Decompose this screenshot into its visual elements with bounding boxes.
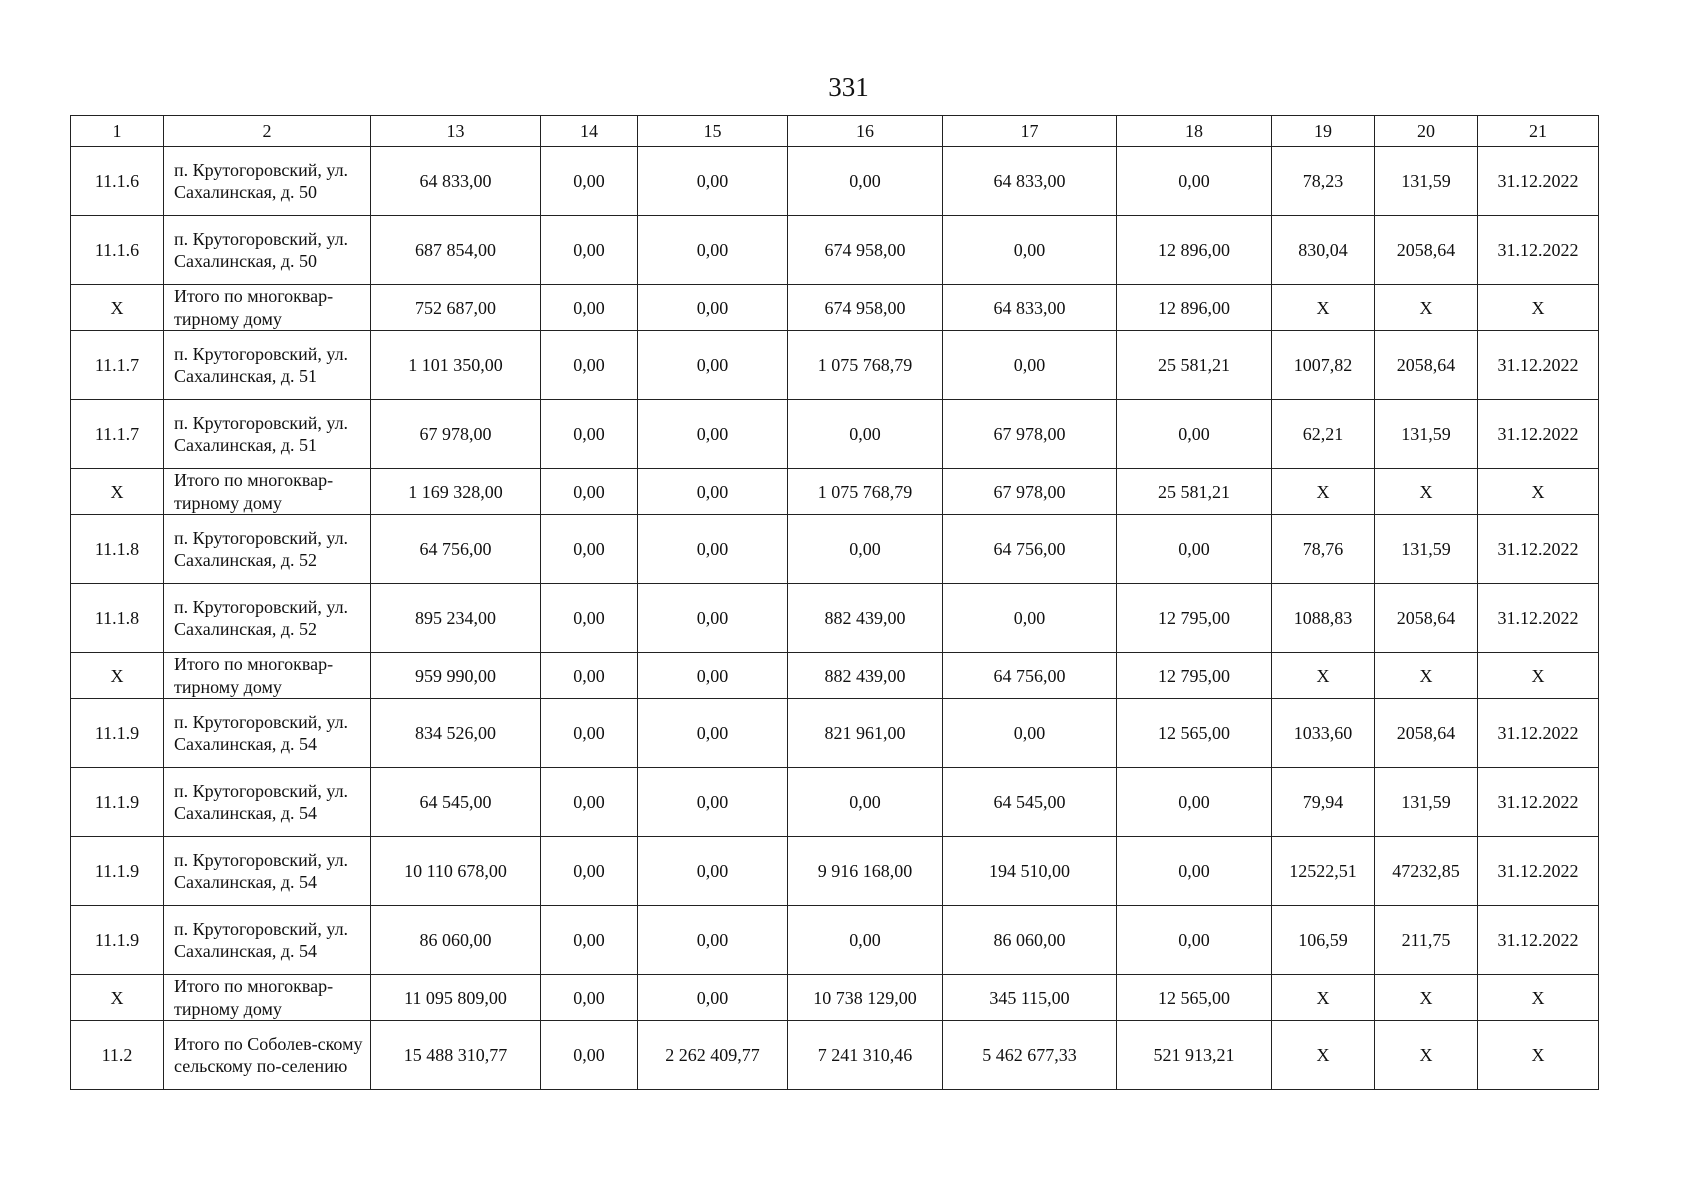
cell-col-16: 10 738 129,00 [788,975,943,1021]
cell-col-17: 0,00 [943,699,1117,768]
cell-col-18: 12 565,00 [1117,975,1272,1021]
page-number: 331 [828,72,869,102]
cell-col-17: 0,00 [943,331,1117,400]
table-row [71,515,1599,584]
cell-address: Итого по Соболев-скому сельскому по-селению [164,1021,371,1090]
column-header-1: 1 [71,116,164,147]
cell-col-13: 959 990,00 [371,653,541,699]
cell-col-15: 0,00 [638,837,788,906]
cell-col-21: X [1478,469,1599,515]
cell-col-20: 131,59 [1375,515,1478,584]
cell-row-number: 11.1.6 [71,216,164,285]
cell-col-16: 674 958,00 [788,216,943,285]
cell-col-19: 830,04 [1272,216,1375,285]
cell-col-17: 64 833,00 [943,147,1117,216]
cell-col-17: 67 978,00 [943,400,1117,469]
cell-col-15: 0,00 [638,584,788,653]
cell-col-19: 1007,82 [1272,331,1375,400]
table-header [71,116,1599,147]
cell-col-20: 2058,64 [1375,331,1478,400]
cell-col-18: 12 795,00 [1117,584,1272,653]
cell-col-19: 106,59 [1272,906,1375,975]
cell-col-16: 821 961,00 [788,699,943,768]
cell-col-14: 0,00 [541,400,638,469]
cell-row-number: 11.1.7 [71,331,164,400]
cell-col-14: 0,00 [541,1021,638,1090]
cell-address: п. Крутогоровский, ул. Сахалинская, д. 54 [164,837,371,906]
cell-col-19: X [1272,653,1375,699]
cell-col-15: 0,00 [638,216,788,285]
column-header-19: 19 [1272,116,1375,147]
cell-col-17: 0,00 [943,216,1117,285]
cell-col-19: 79,94 [1272,768,1375,837]
cell-col-16: 9 916 168,00 [788,837,943,906]
table-body [71,147,1599,1090]
cell-col-21: 31.12.2022 [1478,147,1599,216]
cell-col-20: 131,59 [1375,768,1478,837]
cell-col-13: 86 060,00 [371,906,541,975]
column-header-20: 20 [1375,116,1478,147]
column-header-17: 17 [943,116,1117,147]
cell-row-number: 11.2 [71,1021,164,1090]
cell-col-14: 0,00 [541,469,638,515]
table-row [71,285,1599,331]
cell-col-21: X [1478,285,1599,331]
cell-col-13: 752 687,00 [371,285,541,331]
cell-col-13: 64 756,00 [371,515,541,584]
cell-col-20: 131,59 [1375,147,1478,216]
cell-row-number: 11.1.7 [71,400,164,469]
cell-col-21: 31.12.2022 [1478,837,1599,906]
column-header-21: 21 [1478,116,1599,147]
cell-col-15: 0,00 [638,906,788,975]
cell-col-14: 0,00 [541,285,638,331]
cell-col-17: 64 833,00 [943,285,1117,331]
cell-col-16: 7 241 310,46 [788,1021,943,1090]
cell-col-20: 2058,64 [1375,699,1478,768]
cell-col-17: 64 756,00 [943,653,1117,699]
cell-col-13: 687 854,00 [371,216,541,285]
cell-col-20: X [1375,285,1478,331]
cell-col-19: X [1272,285,1375,331]
table-row [71,331,1599,400]
cell-col-14: 0,00 [541,906,638,975]
cell-address: п. Крутогоровский, ул. Сахалинская, д. 54 [164,768,371,837]
column-header-2: 2 [164,116,371,147]
cell-col-13: 1 101 350,00 [371,331,541,400]
cell-col-19: X [1272,975,1375,1021]
cell-col-13: 15 488 310,77 [371,1021,541,1090]
cell-col-13: 895 234,00 [371,584,541,653]
cell-col-16: 0,00 [788,147,943,216]
cell-col-19: 12522,51 [1272,837,1375,906]
cell-col-15: 2 262 409,77 [638,1021,788,1090]
cell-col-21: 31.12.2022 [1478,400,1599,469]
cell-col-15: 0,00 [638,331,788,400]
cell-col-15: 0,00 [638,285,788,331]
column-header-18: 18 [1117,116,1272,147]
cell-col-21: 31.12.2022 [1478,515,1599,584]
cell-row-number: 11.1.6 [71,147,164,216]
cell-address: п. Крутогоровский, ул. Сахалинская, д. 52 [164,584,371,653]
column-header-14: 14 [541,116,638,147]
table-row [71,975,1599,1021]
table-row [71,584,1599,653]
cell-address: п. Крутогоровский, ул. Сахалинская, д. 54 [164,906,371,975]
cell-col-16: 882 439,00 [788,653,943,699]
header-row [71,116,1599,147]
cell-col-18: 12 795,00 [1117,653,1272,699]
cell-col-15: 0,00 [638,400,788,469]
cell-col-18: 0,00 [1117,400,1272,469]
cell-col-13: 67 978,00 [371,400,541,469]
table-row [71,699,1599,768]
cell-col-14: 0,00 [541,147,638,216]
cell-address: Итого по многоквар-тирному дому [164,469,371,515]
table-row [71,653,1599,699]
cell-col-18: 12 565,00 [1117,699,1272,768]
table-row [71,1021,1599,1090]
cell-col-13: 11 095 809,00 [371,975,541,1021]
cell-row-number: 11.1.9 [71,906,164,975]
cell-col-20: 2058,64 [1375,584,1478,653]
table-row [71,768,1599,837]
cell-col-21: 31.12.2022 [1478,584,1599,653]
cell-col-20: 211,75 [1375,906,1478,975]
cell-col-17: 0,00 [943,584,1117,653]
cell-col-21: 31.12.2022 [1478,331,1599,400]
cell-col-19: 62,21 [1272,400,1375,469]
cell-col-14: 0,00 [541,331,638,400]
cell-address: п. Крутогоровский, ул. Сахалинская, д. 51 [164,400,371,469]
cell-col-14: 0,00 [541,515,638,584]
cell-col-19: 1033,60 [1272,699,1375,768]
cell-col-17: 67 978,00 [943,469,1117,515]
cell-col-14: 0,00 [541,584,638,653]
cell-col-16: 0,00 [788,400,943,469]
table-row [71,469,1599,515]
table-row [71,216,1599,285]
cell-col-20: X [1375,1021,1478,1090]
cell-row-number: 11.1.8 [71,515,164,584]
cell-col-17: 64 545,00 [943,768,1117,837]
cell-col-21: 31.12.2022 [1478,768,1599,837]
cell-col-14: 0,00 [541,653,638,699]
table-row [71,837,1599,906]
cell-row-number: X [71,469,164,515]
cell-col-15: 0,00 [638,975,788,1021]
cell-col-15: 0,00 [638,768,788,837]
table-row [71,147,1599,216]
cell-col-18: 0,00 [1117,837,1272,906]
cell-col-20: 131,59 [1375,400,1478,469]
cell-col-18: 0,00 [1117,515,1272,584]
cell-col-18: 0,00 [1117,147,1272,216]
cell-address: Итого по многоквар-тирному дому [164,653,371,699]
cell-col-14: 0,00 [541,216,638,285]
cell-row-number: 11.1.9 [71,768,164,837]
cell-col-20: X [1375,469,1478,515]
cell-address: Итого по многоквар-тирному дому [164,975,371,1021]
cell-col-17: 64 756,00 [943,515,1117,584]
data-table [70,115,1599,1090]
cell-col-16: 0,00 [788,906,943,975]
cell-row-number: 11.1.9 [71,837,164,906]
cell-col-20: X [1375,653,1478,699]
column-header-13: 13 [371,116,541,147]
cell-col-14: 0,00 [541,837,638,906]
cell-col-20: 47232,85 [1375,837,1478,906]
cell-col-19: 78,23 [1272,147,1375,216]
cell-col-17: 86 060,00 [943,906,1117,975]
cell-col-18: 12 896,00 [1117,285,1272,331]
cell-address: п. Крутогоровский, ул. Сахалинская, д. 51 [164,331,371,400]
cell-col-21: X [1478,975,1599,1021]
cell-col-13: 834 526,00 [371,699,541,768]
cell-address: п. Крутогоровский, ул. Сахалинская, д. 54 [164,699,371,768]
cell-col-17: 345 115,00 [943,975,1117,1021]
cell-col-19: 1088,83 [1272,584,1375,653]
cell-row-number: X [71,285,164,331]
cell-col-19: X [1272,1021,1375,1090]
cell-row-number: X [71,653,164,699]
cell-col-16: 1 075 768,79 [788,331,943,400]
cell-col-21: 31.12.2022 [1478,906,1599,975]
cell-col-18: 12 896,00 [1117,216,1272,285]
cell-col-13: 10 110 678,00 [371,837,541,906]
table-row [71,906,1599,975]
cell-col-16: 1 075 768,79 [788,469,943,515]
cell-col-14: 0,00 [541,768,638,837]
cell-address: п. Крутогоровский, ул. Сахалинская, д. 50 [164,216,371,285]
cell-col-21: X [1478,653,1599,699]
cell-col-17: 5 462 677,33 [943,1021,1117,1090]
cell-col-17: 194 510,00 [943,837,1117,906]
cell-col-18: 25 581,21 [1117,469,1272,515]
cell-col-13: 64 833,00 [371,147,541,216]
cell-col-16: 674 958,00 [788,285,943,331]
cell-col-15: 0,00 [638,469,788,515]
cell-col-16: 0,00 [788,768,943,837]
cell-col-16: 882 439,00 [788,584,943,653]
cell-col-14: 0,00 [541,699,638,768]
cell-col-15: 0,00 [638,699,788,768]
cell-col-18: 0,00 [1117,768,1272,837]
cell-row-number: 11.1.8 [71,584,164,653]
cell-col-15: 0,00 [638,653,788,699]
cell-col-19: 78,76 [1272,515,1375,584]
cell-col-15: 0,00 [638,147,788,216]
cell-col-18: 0,00 [1117,906,1272,975]
cell-col-19: X [1272,469,1375,515]
cell-col-13: 64 545,00 [371,768,541,837]
cell-col-21: 31.12.2022 [1478,216,1599,285]
column-header-16: 16 [788,116,943,147]
table-row [71,400,1599,469]
cell-col-20: X [1375,975,1478,1021]
cell-row-number: 11.1.9 [71,699,164,768]
cell-col-14: 0,00 [541,975,638,1021]
cell-col-18: 25 581,21 [1117,331,1272,400]
cell-col-21: X [1478,1021,1599,1090]
cell-col-16: 0,00 [788,515,943,584]
cell-col-13: 1 169 328,00 [371,469,541,515]
column-header-15: 15 [638,116,788,147]
cell-col-20: 2058,64 [1375,216,1478,285]
cell-address: п. Крутогоровский, ул. Сахалинская, д. 52 [164,515,371,584]
cell-col-15: 0,00 [638,515,788,584]
cell-address: п. Крутогоровский, ул. Сахалинская, д. 50 [164,147,371,216]
cell-col-21: 31.12.2022 [1478,699,1599,768]
cell-address: Итого по многоквар-тирному дому [164,285,371,331]
cell-row-number: X [71,975,164,1021]
cell-col-18: 521 913,21 [1117,1021,1272,1090]
